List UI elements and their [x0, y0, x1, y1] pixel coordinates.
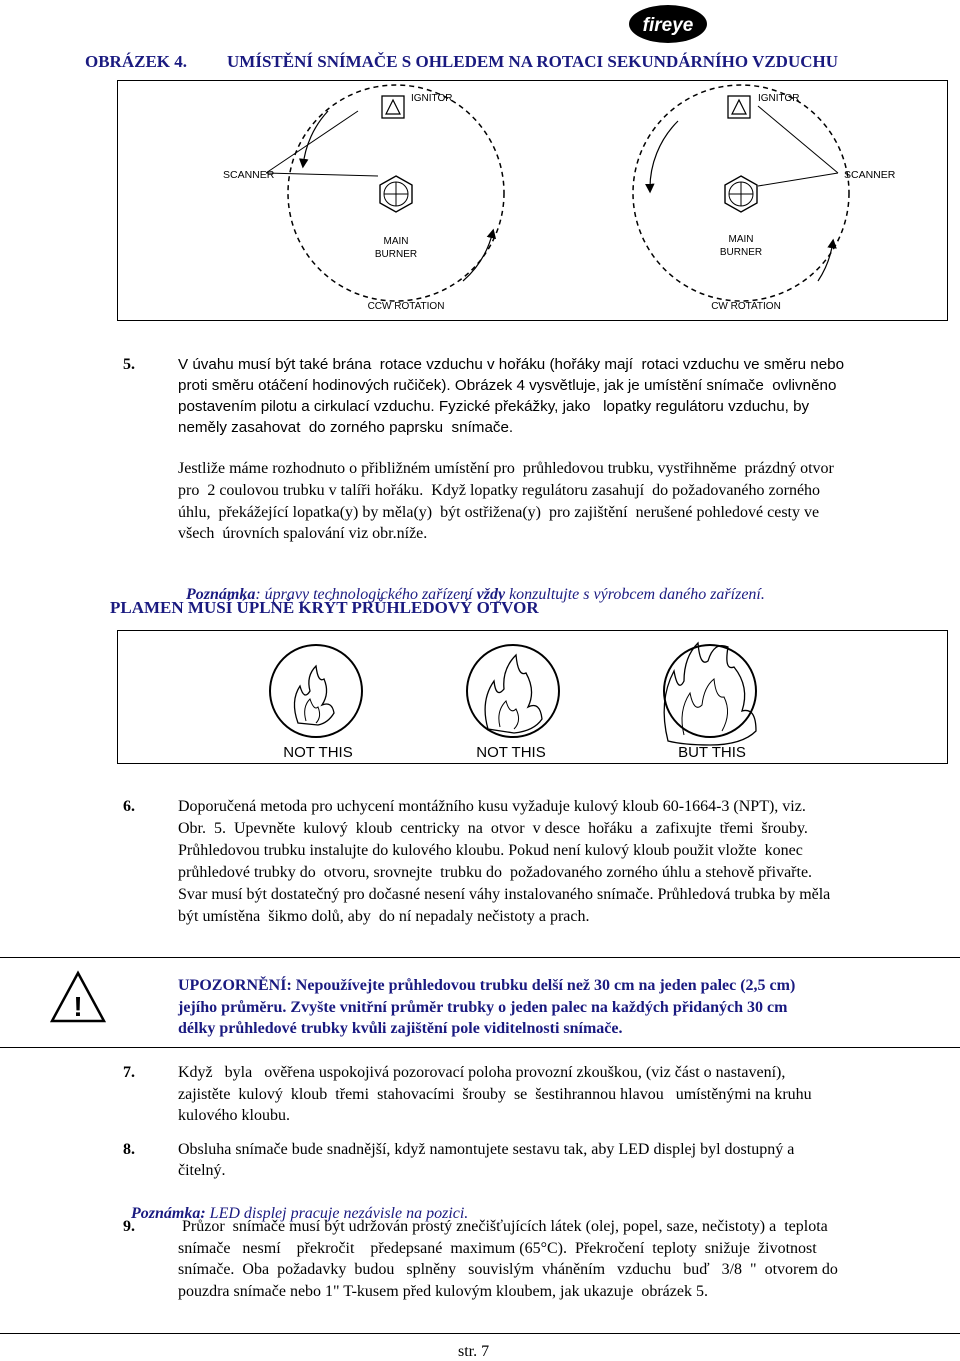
label-burner-right: BURNER: [719, 247, 763, 258]
rotation-arrow-left: [303, 111, 328, 166]
label-main-right: MAIN: [728, 234, 754, 245]
warning-icon: [50, 970, 106, 1024]
para-5-line-4: neměly zasahovat do zorného paprsku snímače.: [178, 419, 514, 436]
label-main-left: MAIN: [383, 236, 409, 247]
rotation-diagram: [117, 80, 948, 321]
para-9-line-2: snímače nesmí překročit předepsané maximum (65°C). Překročení teploty snižuje životnost: [178, 1240, 817, 1257]
fireye-logo: [628, 4, 708, 44]
para-6-line-3: Průhledovou trubku instalujte do kulového kloubu. Pokud není kulový kloub použit vložte konec: [178, 842, 803, 859]
flame-label-3: BUT THIS: [678, 744, 746, 761]
figure-caption: UMÍSTĚNÍ SNÍMAČE S OHLEDEM NA ROTACI SEKUNDÁRNÍHO VZDUCHU: [227, 52, 839, 71]
para-5b-line-3: úhlu, překážející lopatka(y) by měla(y) být ostřižena(y) pro zajištění nerušené pohledové cesty ve: [178, 504, 820, 521]
rotation-arrow-right: [650, 121, 678, 191]
para-9-line-1: Průzor snímače musí být udržován prostý znečišťujících látek (olej, popel, saze, nečistoty) a teplota: [178, 1218, 828, 1235]
para-6-line-2: Obr. 5. Upevněte kulový kloub centricky na otvor v desce hořáku a zafixujte třemi šrouby.: [178, 820, 808, 837]
warning-line-1: UPOZORNĚNÍ: Nepoužívejte průhledovou trubku delší než 30 cm na jeden palec (2,5 cm): [178, 977, 796, 994]
flame-label-1: NOT THIS: [283, 744, 353, 761]
para-7-line-2: zajistěte kulový kloub třemi stahovacími šrouby se šestihrannou hlavou umístěnými na kruhu: [178, 1086, 812, 1103]
figure-title: [85, 52, 838, 72]
para-6-line-5: Svar musí být dostatečný pro dočasné nesení váhy instalovaného snímače. Průhledová trubka by měla: [178, 886, 831, 903]
ignitor-triangle-right: [732, 100, 746, 114]
label-ignitor-right: IGNITOR: [758, 93, 800, 104]
ccw-diagram: [223, 85, 504, 312]
ignitor-triangle-left: [386, 100, 400, 114]
flame-but-this: [664, 643, 756, 761]
label-burner-left: BURNER: [374, 249, 418, 260]
para-5-line-3: postavením pilotu a cirkulací vzduchu. Fyzické překážky, jako lopatky regulátoru vzduchu, by: [178, 398, 810, 415]
para-6-line-1: Doporučená metoda pro uchycení montážního kusu vyžaduje kulový kloub 60-1664-3 (NPT), viz.: [178, 798, 806, 815]
flame-diagram-svg: [118, 631, 949, 765]
warning-divider-top: [0, 957, 960, 958]
svg-text:!: !: [73, 991, 83, 1022]
para-5b-line-4: všech úrovních spalování viz obr.níže.: [178, 525, 428, 542]
para-8-line-2: čitelný.: [178, 1162, 226, 1179]
para-5-line-2: proti směru otáčení hodinových ručiček). Obrázek 4 vysvětluje, jak je umístění snímače ovlivněno: [178, 377, 837, 394]
cw-diagram: [633, 85, 896, 312]
flame-diagram: [117, 630, 948, 764]
label-ignitor-left: IGNITOR: [411, 93, 453, 104]
note-1-label: Poznámka: [186, 586, 256, 603]
flame-not-this-2: [467, 645, 559, 761]
note-2-label: Poznámka:: [131, 1205, 206, 1222]
note-1-emphasis: vždy: [476, 586, 506, 603]
para-8-line-1: Obsluha snímače bude snadnější, když namontujete sestavu tak, aby LED displej byl dostupný a: [178, 1141, 795, 1158]
para-9-line-3: snímače. Oba požadavky budou splněny souvislým vháněním vzduchu buď 3/8 " otvorem do: [178, 1261, 838, 1278]
logo-text: fireye: [642, 15, 694, 36]
para-5b-line-1: Jestliže máme rozhodnuto o přibližném umístění pro průhledovou trubku, vystřihněme prázdný otvor: [178, 460, 834, 477]
para-5-line-1: V úvahu musí být také brána rotace vzduchu v hořáku (hořáky mají rotaci vzduchu ve směru nebo: [178, 356, 845, 373]
para-9-line-4: pouzdra snímače nebo 1" T-kusem před kulovým kloubem, jak ukazuje obrázek 5.: [178, 1283, 708, 1300]
label-rotation-right: CW ROTATION: [711, 301, 781, 312]
label-rotation-left: CCW ROTATION: [367, 301, 445, 312]
para-7-line-1: Když byla ověřena uspokojivá pozorovací poloha provozní zkouškou, (viz část o nastavení),: [178, 1064, 786, 1081]
rotation-diagram-svg: [118, 81, 949, 322]
flame-not-this-1: [270, 645, 362, 761]
footer-divider: [0, 1333, 960, 1334]
warning-divider-bottom: [0, 1047, 960, 1048]
item-number-9: 9.: [123, 1218, 135, 1235]
para-6-line-4: průhledové trubky do otvoru, srovnejte trubku do požadovaného zorného úhlu a stehově přivařte.: [178, 864, 813, 881]
para-7-line-3: kulového kloubu.: [178, 1107, 290, 1124]
label-scanner-left: SCANNER: [223, 169, 275, 181]
item-number-8: 8.: [123, 1141, 135, 1158]
note-1: Poznámka: úpravy technologického zařízení vždy konzultujte s výrobcem daného zařízení.: [186, 586, 765, 603]
flame-label-2: NOT THIS: [476, 744, 546, 761]
item-number-5: 5.: [123, 356, 135, 373]
item-number-7: 7.: [123, 1064, 135, 1081]
figure-number: OBRÁZEK 4.: [85, 52, 188, 71]
note-2: Poznámka: LED displej pracuje nezávisle na pozici.: [131, 1205, 469, 1222]
label-scanner-right: SCANNER: [844, 169, 896, 181]
para-6-line-6: být umístěna šikmo dolů, aby do ní nepadaly nečistoty a prach.: [178, 908, 590, 925]
para-5b-line-2: pro 2 coulovou trubku v talíři hořáku. Když lopatky regulátoru zasahují do požadovaného zorného: [178, 482, 821, 499]
warning-line-3: délky průhledové trubky kvůli zajištění pole viditelnosti snímače.: [178, 1020, 623, 1037]
flame-heading: PLAMEN MUSÍ ÚPLNĚ KRÝT PRŮHLEDOVÝ OTVOR: [110, 598, 539, 617]
warning-line-2: jejího průměru. Zvyšte vnitřní průměr trubky o jeden palec na každých přidaných 30 cm: [178, 999, 788, 1016]
item-number-6: 6.: [123, 798, 135, 815]
page-number: str. 7: [458, 1343, 490, 1360]
